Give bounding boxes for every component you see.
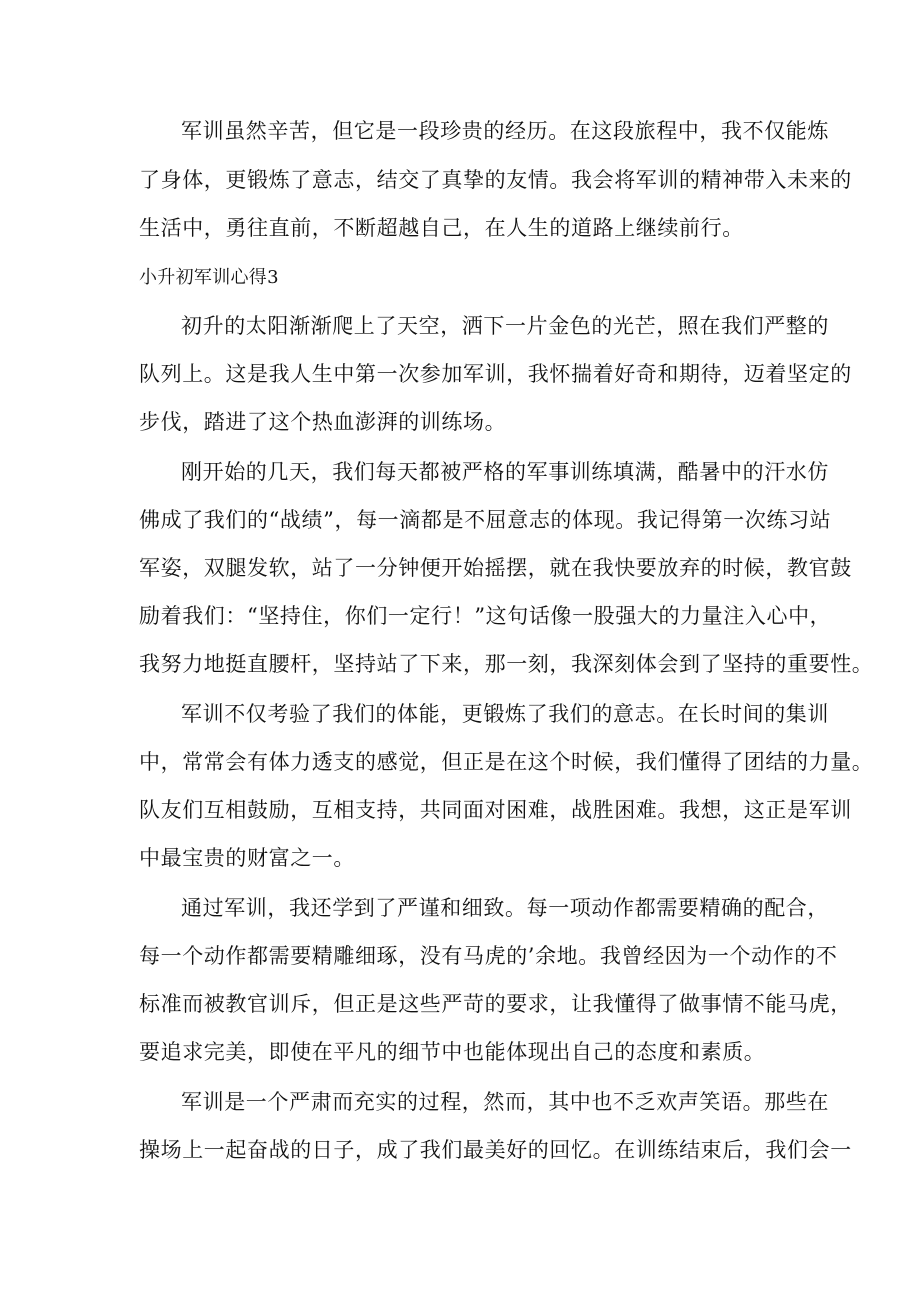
paragraph-4-line-4: 中最宝贵的财富之一。 xyxy=(139,846,355,870)
paragraph-4-line-3: 队友们互相鼓励，互相支持，共同面对困难，战胜困难。我想，这正是军训 xyxy=(139,798,852,822)
paragraph-3-line-5: 我努力地挺直腰杆，坚持站了下来，那一刻，我深刻体会到了坚持的重要性。 xyxy=(139,652,874,676)
section-heading: 小升初军训心得3 xyxy=(139,267,279,288)
paragraph-1-line-1: 军训虽然辛苦，但它是一段珍贵的经历。在这段旅程中，我不仅能炼 xyxy=(181,119,829,143)
paragraph-2-line-3: 步伐，踏进了这个热血澎湃的训练场。 xyxy=(139,410,507,434)
paragraph-5-line-1: 通过军训，我还学到了严谨和细致。每一项动作都需要精确的配合， xyxy=(181,896,829,920)
paragraph-3-line-3: 军姿，双腿发软，站了一分钟便开始摇摆，就在我快要放弃的时候，教官鼓 xyxy=(139,556,852,580)
paragraph-5-line-3: 标准而被教官训斥，但正是这些严苛的要求，让我懂得了做事情不能马虎， xyxy=(139,992,852,1016)
paragraph-2-line-2: 队列上。这是我人生中第一次参加军训，我怀揣着好奇和期待，迈着坚定的 xyxy=(139,362,852,386)
paragraph-3-line-2: 佛成了我们的“战绩”，每一滴都是不屈意志的体现。我记得第一次练习站 xyxy=(139,508,832,532)
paragraph-3-line-1: 刚开始的几天，我们每天都被严格的军事训练填满，酷暑中的汗水仿 xyxy=(181,460,829,484)
paragraph-6-line-1: 军训是一个严肃而充实的过程，然而，其中也不乏欢声笑语。那些在 xyxy=(181,1090,829,1114)
paragraph-2-line-1: 初升的太阳渐渐爬上了天空，洒下一片金色的光芒，照在我们严整的 xyxy=(181,314,829,338)
paragraph-4-line-1: 军训不仅考验了我们的体能，更锻炼了我们的意志。在长时间的集训 xyxy=(181,702,829,726)
paragraph-5-line-4: 要追求完美，即使在平凡的细节中也能体现出自己的态度和素质。 xyxy=(139,1040,766,1064)
paragraph-4-line-2: 中，常常会有体力透支的感觉，但正是在这个时候，我们懂得了团结的力量。 xyxy=(139,750,874,774)
paragraph-3-line-4: 励着我们：“坚持住，你们一定行！”这句话像一股强大的力量注入心中， xyxy=(139,604,832,628)
paragraph-1-line-2: 了身体，更锻炼了意志，结交了真挚的友情。我会将军训的精神带入未来的 xyxy=(139,168,852,192)
paragraph-6-line-2: 操场上一起奋战的日子，成了我们最美好的回忆。在训练结束后，我们会一 xyxy=(139,1138,852,1162)
paragraph-1-line-3: 生活中，勇往直前，不断超越自己，在人生的道路上继续前行。 xyxy=(139,216,744,240)
paragraph-5-line-2: 每一个动作都需要精雕细琢，没有马虎的’余地。我曾经因为一个动作的不 xyxy=(139,944,838,968)
